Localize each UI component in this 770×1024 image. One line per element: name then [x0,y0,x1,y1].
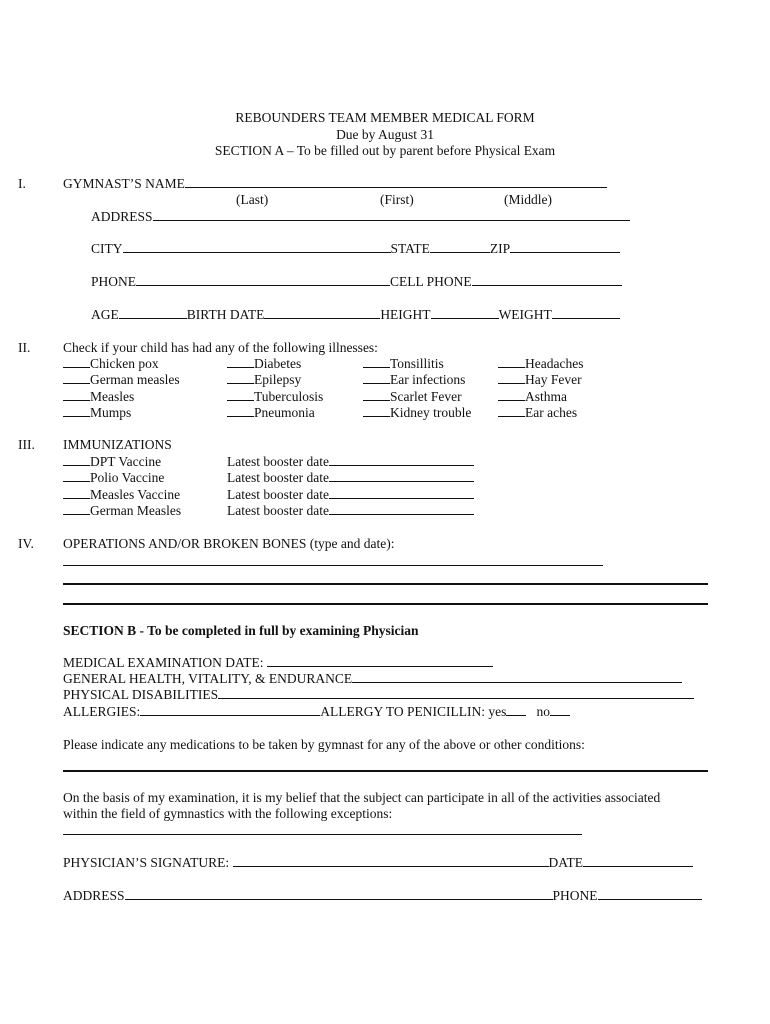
address-label: ADDRESS [91,209,153,224]
basis-text-line-1: On the basis of my examination, it is my belief that the subject can participate in all of the activities associated [63,790,661,805]
vaccine-item [63,487,180,503]
section-number-2: II. [18,340,31,355]
address-field[interactable] [153,209,630,221]
city-field[interactable] [123,241,391,253]
medications-prompt: Please indicate any medications to be taken by gymnast for any of the above or other conditions: [63,737,585,752]
booster-date-label: Latest booster date [227,487,329,502]
illness-item [498,405,577,421]
first-name-caption: (First) [380,192,414,207]
allergies-row [63,704,570,720]
form-title: REBOUNDERS TEAM MEMBER MEDICAL FORM [235,110,535,125]
booster-date-field[interactable] [329,487,474,499]
age-field[interactable] [119,307,187,319]
signature-date-label: DATE [548,855,584,870]
gymnast-name-row [63,176,607,192]
illness-checkbox[interactable] [227,372,254,384]
vaccine-checkbox[interactable] [63,503,90,515]
weight-label: WEIGHT [498,307,552,322]
exam-date-field[interactable] [267,655,493,667]
weight-field[interactable] [552,307,620,319]
illness-label: Pneumonia [254,405,315,420]
illness-label: German measles [90,372,180,387]
vaccine-label: Measles Vaccine [90,487,181,502]
allergies-field[interactable] [140,704,320,716]
illness-item [63,389,134,405]
middle-name-caption: (Middle) [504,192,552,207]
disabilities-row [63,687,694,703]
illness-label: Ear infections [390,372,466,387]
immunizations-title: IMMUNIZATIONS [63,437,172,452]
vaccine-checkbox[interactable] [63,487,90,499]
general-health-field[interactable] [352,671,682,683]
gymnast-name-field[interactable] [185,176,607,188]
phone-label: PHONE [91,274,137,289]
booster-date-row [227,470,474,486]
vaccine-label: Polio Vaccine [90,470,165,485]
illness-checkbox[interactable] [63,405,90,417]
birth-date-label: BIRTH DATE [186,307,265,322]
illness-item [227,372,301,388]
illness-item [363,356,444,372]
phone-field[interactable] [136,274,390,286]
illness-label: Epilepsy [254,372,302,387]
illness-item [363,405,471,421]
last-name-caption: (Last) [236,192,269,207]
penicillin-no-label: no [536,704,550,719]
illness-label: Asthma [525,389,567,404]
illness-checkbox[interactable] [63,372,90,384]
vaccine-item [63,454,161,470]
city-label: CITY [91,241,123,256]
illness-checkbox[interactable] [498,372,525,384]
illness-label: Headaches [525,356,584,371]
section-number-1: I. [18,176,26,191]
vaccine-item [63,470,164,486]
illness-checkbox[interactable] [363,405,390,417]
state-label: STATE [390,241,430,256]
physician-address-row [63,888,702,904]
section-a-heading: SECTION A – To be filled out by parent before Physical Exam [214,143,556,158]
illness-label: Chicken pox [90,356,159,371]
vaccine-checkbox[interactable] [63,470,90,482]
due-date: Due by August 31 [336,127,434,142]
illness-label: Diabetes [254,356,302,371]
illness-checkbox[interactable] [498,356,525,368]
section-number-4: IV. [18,536,34,551]
basis-text-line-2: within the field of gymnastics with the following exceptions: [63,806,393,821]
illness-item [63,372,180,388]
disabilities-label: PHYSICAL DISABILITIES [63,687,219,702]
city-row [91,241,620,257]
gymnast-name-label: GYMNAST’S NAME [63,176,185,191]
disabilities-field[interactable] [218,687,694,699]
general-health-label: GENERAL HEALTH, VITALITY, & ENDURANCE [63,671,353,686]
section-number-3: III. [18,437,35,452]
booster-date-field[interactable] [329,470,474,482]
physician-signature-label: PHYSICIAN’S SIGNATURE: [63,855,230,870]
general-health-row [63,671,682,687]
illness-label: Measles [90,389,135,404]
illness-label: Hay Fever [525,372,582,387]
signature-date-field[interactable] [583,855,693,867]
address-row [91,209,630,225]
illness-checkbox[interactable] [363,356,390,368]
illness-item [363,389,462,405]
illness-checkbox[interactable] [498,389,525,401]
booster-date-row [227,487,474,503]
physician-phone-field[interactable] [598,888,702,900]
height-field[interactable] [431,307,499,319]
illness-label: Scarlet Fever [390,389,462,404]
illness-label: Ear aches [525,405,578,420]
booster-date-label: Latest booster date [227,454,329,469]
booster-date-row [227,503,474,519]
birth-date-field[interactable] [264,307,380,319]
zip-field[interactable] [510,241,620,253]
state-field[interactable] [430,241,490,253]
illness-label: Mumps [90,405,132,420]
illness-item [227,405,315,421]
exam-date-row [63,655,493,671]
penicillin-no-field[interactable] [550,704,570,716]
phone-row [91,274,622,290]
cell-phone-field[interactable] [472,274,622,286]
illness-prompt: Check if your child has had any of the following illnesses: [63,340,378,355]
vaccine-label: German Measles [90,503,182,518]
signature-row [63,855,693,871]
illness-item [498,356,583,372]
illness-item [498,389,567,405]
booster-date-field[interactable] [329,503,474,515]
vaccine-label: DPT Vaccine [90,454,162,469]
physician-address-field[interactable] [125,888,553,900]
zip-label: ZIP [489,241,511,256]
illness-item [63,405,131,421]
illness-checkbox[interactable] [227,356,254,368]
section-b-heading: SECTION B - To be completed in full by examining Physician [63,623,419,638]
physician-signature-field[interactable] [233,855,549,867]
physician-address-label: ADDRESS [63,888,125,903]
illness-checkbox[interactable] [498,405,525,417]
medications-field[interactable] [63,770,708,772]
illness-checkbox[interactable] [63,356,90,368]
height-label: HEIGHT [380,307,431,322]
divider-line [63,583,708,585]
illness-checkbox[interactable] [227,389,254,401]
divider-line [63,603,708,605]
illness-checkbox[interactable] [363,389,390,401]
physician-phone-label: PHONE [552,888,598,903]
exam-date-label: MEDICAL EXAMINATION DATE: [63,655,264,670]
vaccine-item [63,503,181,519]
age-label: AGE [91,307,119,322]
booster-date-label: Latest booster date [227,470,329,485]
age-row [91,307,620,323]
illness-item [498,372,582,388]
illness-label: Tuberculosis [254,389,324,404]
booster-date-label: Latest booster date [227,503,329,518]
illness-checkbox[interactable] [363,372,390,384]
illness-checkbox[interactable] [63,389,90,401]
penicillin-yes-field[interactable] [506,704,526,716]
exceptions-field[interactable] [63,834,582,835]
illness-item [227,389,323,405]
illness-item [227,356,301,372]
booster-date-row [227,454,474,470]
illness-item [63,356,159,372]
illness-label: Kidney trouble [390,405,472,420]
operations-title: OPERATIONS AND/OR BROKEN BONES (type and date): [63,536,395,551]
allergies-label: ALLERGIES: [63,704,141,719]
operations-field[interactable] [63,565,603,566]
penicillin-label: ALLERGY TO PENICILLIN: yes [320,704,507,719]
illness-item [363,372,465,388]
illness-label: Tonsillitis [390,356,444,371]
booster-date-field[interactable] [329,454,474,466]
illness-checkbox[interactable] [227,405,254,417]
cell-phone-label: CELL PHONE [390,274,472,289]
vaccine-checkbox[interactable] [63,454,90,466]
